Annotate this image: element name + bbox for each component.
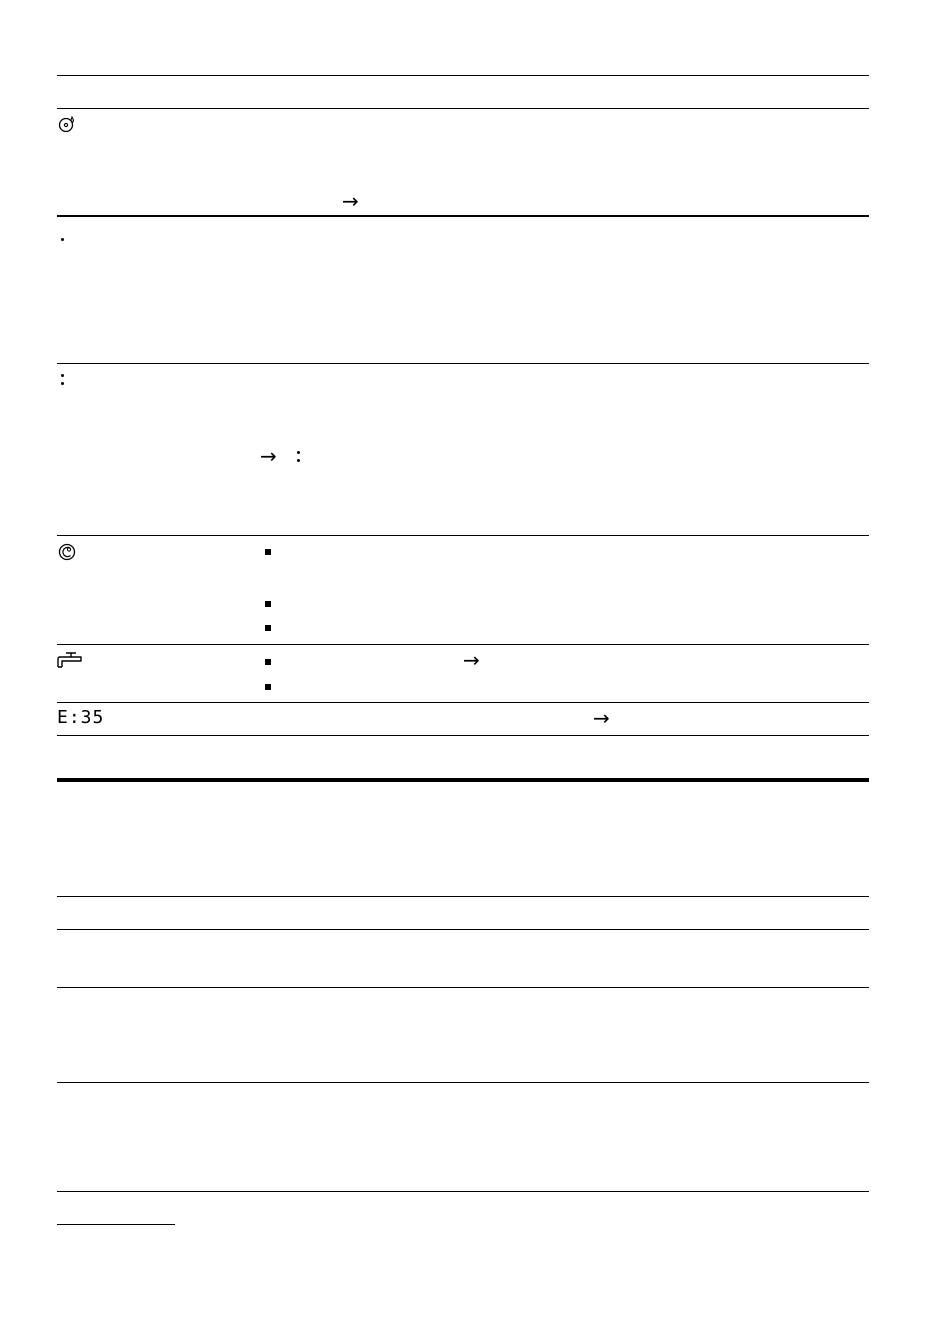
- row-divider: [57, 702, 869, 703]
- salt-icon: [58, 543, 77, 561]
- arrow-icon: →: [593, 706, 610, 730]
- dot-lower: [297, 459, 300, 462]
- row-divider: [57, 363, 869, 364]
- list-bullet: [265, 549, 271, 555]
- arrow-icon: →: [463, 648, 480, 672]
- footnote-rule: [57, 1224, 175, 1225]
- row-divider: [57, 987, 869, 988]
- list-bullet: [265, 659, 271, 665]
- list-bullet: [265, 601, 271, 607]
- double-dot-icon: [297, 451, 300, 463]
- table-header-rule: [57, 929, 869, 930]
- row-divider: [57, 215, 869, 217]
- list-bullet: [265, 625, 271, 631]
- dot-lower: [61, 382, 64, 385]
- rinse-aid-icon: [58, 115, 78, 133]
- row-divider: [57, 644, 869, 645]
- section-rule: [57, 778, 869, 782]
- table-header-rule: [57, 108, 869, 109]
- table-top-rule: [57, 896, 869, 897]
- water-tap-icon: [57, 651, 83, 669]
- dot-upper: [61, 374, 64, 377]
- arrow-icon: →: [342, 189, 359, 213]
- dot-upper: [297, 451, 300, 454]
- table-bottom-rule: [57, 1191, 869, 1192]
- list-bullet: [265, 684, 271, 690]
- row-divider: [57, 535, 869, 536]
- double-dot-icon: [61, 374, 64, 386]
- row-divider: [57, 1082, 869, 1083]
- error-code-display: E:35: [57, 707, 105, 728]
- single-dot-icon: [61, 238, 64, 241]
- arrow-icon: →: [260, 444, 277, 468]
- table-top-rule: [57, 75, 869, 76]
- table-bottom-rule: [57, 735, 869, 736]
